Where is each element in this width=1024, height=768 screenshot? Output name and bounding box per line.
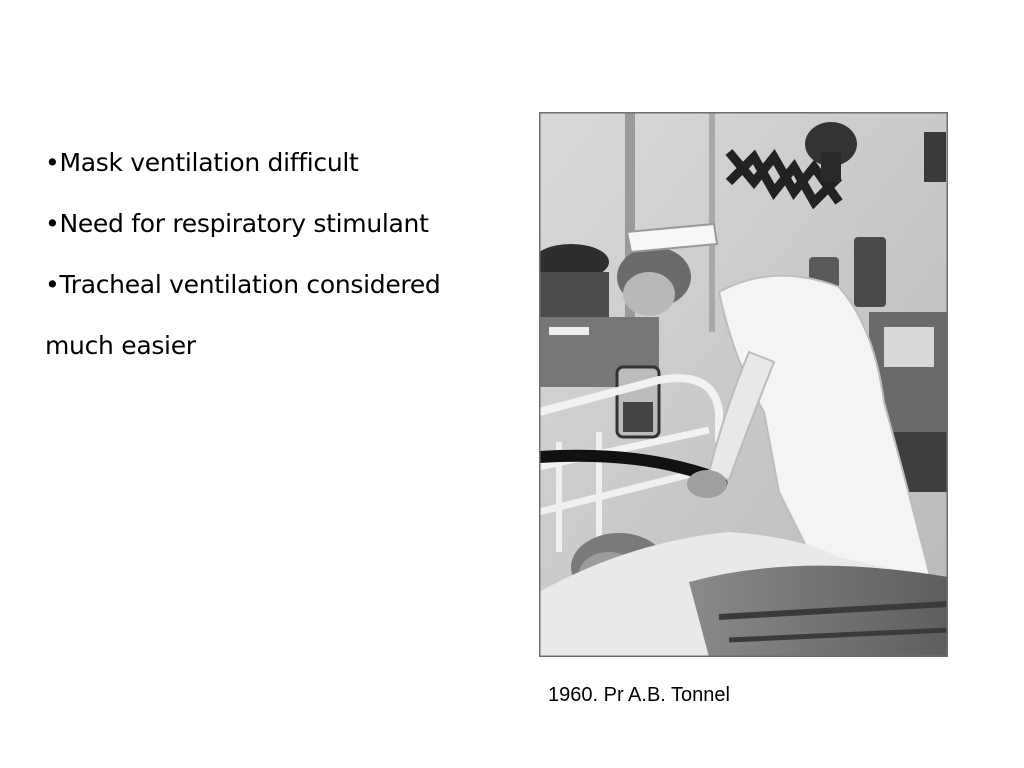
nurse-ventilating-patient-illustration xyxy=(539,112,948,657)
bullet-tracheal-ventilation: •Tracheal ventilation considered xyxy=(45,270,441,299)
bullet-respiratory-stimulant: •Need for respiratory stimulant xyxy=(45,209,429,238)
historical-photo xyxy=(539,112,948,657)
photo-caption: 1960. Pr A.B. Tonnel xyxy=(548,684,730,706)
bullet-list xyxy=(45,132,515,376)
bullet-mask-ventilation: •Mask ventilation difficult xyxy=(45,148,359,177)
bullet-much-easier: much easier xyxy=(45,331,196,360)
